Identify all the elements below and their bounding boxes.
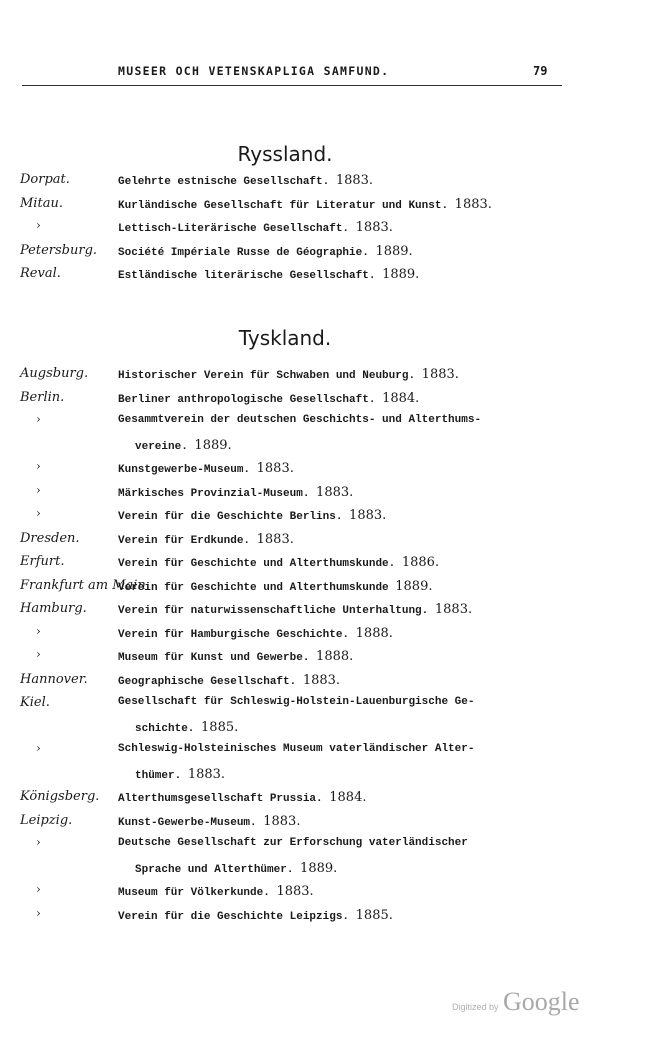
entry-line [0, 907, 667, 931]
entry-line [0, 531, 667, 555]
society-name: Gesammtverein der deutschen Geschichts- und Alterthums- [118, 414, 482, 426]
entry-line [0, 695, 667, 719]
entry-text [118, 884, 558, 899]
society-name: Kurländische Gesellschaft für Literatur und Kunst. [118, 199, 449, 212]
place-name: Dorpat. [20, 172, 70, 187]
founding-year: 1889. [300, 860, 338, 876]
society-name: Gelehrte estnische Gesellschaft. [118, 176, 330, 188]
place-name: Petersburg. [20, 242, 98, 258]
founding-year: 1883. [256, 461, 294, 476]
founding-year: 1883. [434, 602, 473, 617]
entry-text [118, 485, 558, 500]
founding-year: 1884. [329, 790, 367, 805]
entry-line [0, 266, 667, 290]
entry-text [118, 508, 558, 523]
place-name: Hannover. [20, 671, 88, 687]
entry-line [0, 390, 667, 414]
founding-year: 1889. [375, 243, 413, 259]
entry-line [0, 836, 667, 860]
society-name: Verein für Hamburgische Geschichte. [118, 628, 350, 641]
founding-year: 1889. [382, 267, 420, 282]
ditto-mark: › [36, 741, 41, 755]
society-name: Verein für die Geschichte Berlins. [118, 511, 343, 523]
society-name: Alterthumsgesellschaft Prussia. [118, 793, 323, 805]
google-logo: Google [502, 987, 580, 1016]
entry-text-continuation [135, 861, 575, 876]
entry-text-continuation [135, 767, 575, 782]
running-title: MUSEER OCH VETENSKAPLIGA SAMFUND. [118, 64, 390, 78]
section-heading-tyskland: Tyskland. [238, 326, 332, 350]
society-name: Märkisches Provinzial-Museum. [118, 487, 310, 500]
entry-line [0, 413, 667, 437]
founding-year: 1886. [401, 555, 440, 570]
place-name: Augsburg. [20, 366, 89, 381]
ditto-mark: › [36, 905, 41, 920]
founding-year: 1883. [316, 484, 354, 500]
founding-year: 1883. [421, 367, 459, 382]
watermark-prefix: Digitized by [452, 1002, 499, 1012]
founding-year: 1883. [349, 508, 387, 523]
section-tyskland-list [0, 366, 667, 930]
place-name: Dresden. [20, 530, 80, 546]
entry-line-continuation [0, 437, 667, 461]
header-rule [22, 85, 562, 86]
founding-year: 1888. [316, 649, 354, 664]
society-name: Geographische Gesellschaft. [118, 675, 297, 688]
entry-line-continuation [0, 860, 667, 884]
society-name-continuation: thümer. [135, 769, 182, 782]
entry-text-continuation [135, 720, 575, 735]
founding-year: 1883. [187, 766, 226, 782]
founding-year: 1889. [395, 578, 433, 594]
founding-year: 1883. [263, 813, 301, 829]
society-name: Verein für naturwissenschaftliche Unterhaltung. [118, 605, 429, 617]
entry-line [0, 648, 667, 672]
entry-line [0, 813, 667, 837]
entry-line [0, 219, 667, 243]
entry-text [118, 814, 558, 829]
entry-line [0, 789, 667, 813]
place-name: Kiel. [20, 695, 50, 710]
entry-text [118, 367, 558, 382]
entry-text [118, 461, 558, 476]
society-name: Verein für die Geschichte Leipzigs. [118, 910, 350, 923]
society-name-continuation: Sprache und Alterthümer. [135, 863, 294, 876]
society-name: Schleswig-Holsteinisches Museum vaterländischer Alter- [118, 743, 475, 755]
society-name: Estländische literärische Gesellschaft. [118, 270, 376, 282]
entry-text [118, 743, 558, 755]
ditto-mark: › [36, 412, 41, 426]
entry-text [118, 579, 558, 594]
society-name: Berliner anthropologische Gesellschaft. [118, 393, 376, 406]
ditto-mark: › [36, 482, 41, 497]
entry-text [118, 602, 558, 617]
entry-text-continuation [135, 438, 575, 453]
digitized-watermark [452, 987, 580, 1017]
entry-text [118, 649, 558, 664]
entry-line [0, 172, 667, 196]
entry-line [0, 196, 667, 220]
entry-line [0, 883, 667, 907]
entry-line [0, 625, 667, 649]
founding-year: 1883. [454, 196, 492, 212]
society-name: Verein für Erdkunde. [118, 534, 251, 547]
entry-line [0, 484, 667, 508]
society-name: Verein für Geschichte und Alterthumskunde [118, 581, 389, 594]
entry-line [0, 601, 667, 625]
running-header [0, 64, 667, 84]
entry-line-continuation [0, 719, 667, 743]
entry-text [118, 790, 558, 805]
founding-year: 1884. [382, 390, 420, 406]
place-name: Königsberg. [20, 789, 100, 804]
entry-line [0, 742, 667, 766]
founding-year: 1885. [355, 907, 393, 923]
founding-year: 1883. [302, 672, 341, 688]
entry-text [118, 696, 558, 708]
ditto-mark: › [36, 623, 41, 638]
society-name: Deutsche Gesellschaft zur Erforschung vaterländischer [118, 837, 468, 849]
place-name: Berlin. [20, 389, 65, 405]
society-name-continuation: vereine. [135, 440, 188, 453]
ditto-mark: › [36, 218, 41, 232]
entry-text [118, 673, 558, 688]
section-ryssland-list [0, 172, 667, 290]
entry-line [0, 507, 667, 531]
entry-line [0, 243, 667, 267]
entry-text [118, 908, 558, 923]
place-name: Hamburg. [20, 601, 87, 616]
society-name: Museum für Völkerkunde. [118, 887, 270, 899]
entry-text [118, 244, 558, 259]
ditto-mark: › [36, 835, 41, 849]
ditto-mark: › [36, 506, 41, 520]
entry-text [118, 837, 558, 849]
founding-year: 1883. [355, 220, 393, 235]
founding-year: 1883. [276, 884, 314, 899]
place-name: Frankfurt am Main. [20, 577, 150, 593]
place-name: Erfurt. [20, 554, 65, 569]
ditto-mark: › [36, 882, 41, 896]
entry-text [118, 555, 558, 570]
ditto-mark: › [36, 647, 41, 661]
entry-text [118, 173, 558, 188]
ditto-mark: › [36, 459, 41, 473]
entry-text [118, 532, 558, 547]
place-name: Mitau. [20, 195, 63, 211]
section-heading-ryssland: Ryssland. [237, 142, 333, 166]
society-name: Kunst-Gewerbe-Museum. [118, 816, 257, 829]
founding-year: 1883. [256, 531, 294, 547]
entry-line-continuation [0, 766, 667, 790]
founding-year: 1889. [194, 437, 232, 453]
society-name: Société Impériale Russe de Géographie. [118, 246, 369, 259]
entry-text [118, 267, 558, 282]
entry-line [0, 672, 667, 696]
place-name: Leipzig. [20, 812, 73, 828]
place-name: Reval. [20, 266, 61, 281]
entry-text [118, 626, 558, 641]
entry-line [0, 460, 667, 484]
society-name: Kunstgewerbe-Museum. [118, 464, 251, 476]
society-name: Lettisch-Literärische Gesellschaft. [118, 223, 350, 235]
founding-year: 1888. [355, 625, 393, 641]
entry-line [0, 578, 667, 602]
society-name-continuation: schichte. [135, 722, 195, 735]
entry-text [118, 220, 558, 235]
society-name: Gesellschaft für Schleswig-Holstein-Lauenburgische Ge- [118, 696, 475, 708]
entry-line [0, 366, 667, 390]
society-name: Museum für Kunst und Gewerbe. [118, 652, 310, 664]
society-name: Historischer Verein für Schwaben und Neuburg. [118, 370, 416, 382]
entry-text [118, 414, 558, 426]
society-name: Verein für Geschichte und Alterthumskunde. [118, 558, 396, 570]
entry-line [0, 554, 667, 578]
entry-text [118, 197, 558, 212]
founding-year: 1885. [201, 719, 239, 735]
page-number: 79 [533, 64, 548, 78]
founding-year: 1883. [335, 173, 374, 188]
entry-text [118, 391, 558, 406]
